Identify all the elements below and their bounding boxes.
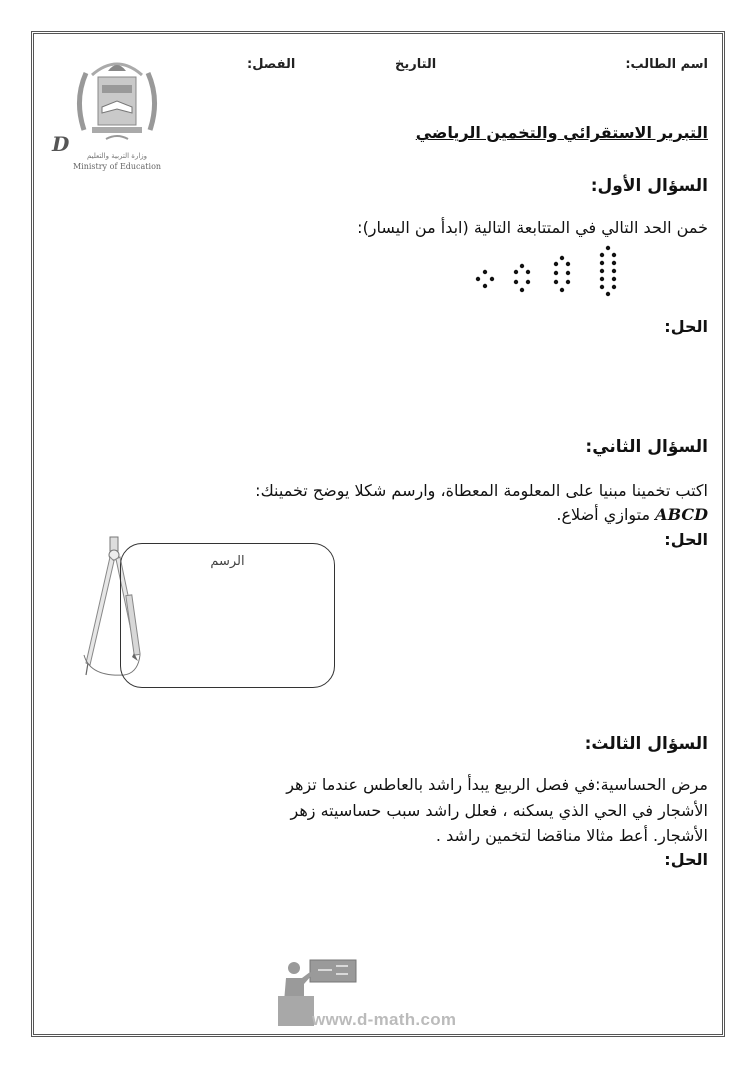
dot	[554, 262, 558, 266]
q2-text-line2: متوازي أضلاع.	[556, 505, 651, 524]
dot	[554, 280, 558, 284]
q3-text-line2: الأشجار في الحي الذي يسكنه ، فعلل راشد سبب حساسيته زهر	[290, 801, 708, 820]
dot	[526, 280, 530, 284]
dot	[554, 271, 558, 275]
drawing-box[interactable]	[120, 543, 335, 688]
dot	[514, 280, 518, 284]
drawing-label: الرسم	[210, 554, 245, 569]
q3-text-line3: الأشجار. أعط مثالا مناقضا لتخمين راشد .	[435, 826, 708, 845]
dot	[612, 253, 616, 257]
q1-solution-label: الحل:	[664, 317, 708, 336]
dot	[566, 271, 570, 275]
q1-heading: السؤال الأول:	[590, 176, 708, 196]
dot	[490, 277, 494, 281]
q3-solution-label: الحل:	[664, 850, 708, 869]
q2-text-line2-row	[556, 505, 708, 525]
dot	[566, 280, 570, 284]
dot	[612, 277, 616, 281]
dot	[483, 270, 487, 274]
q2-heading: السؤال الثاني:	[585, 437, 708, 457]
dot	[560, 288, 564, 292]
q3-text-line1: مرض الحساسية:في فصل الربيع يبدأ راشد بالعاطس عندما تزهر	[286, 775, 708, 794]
class-label: الفصل:	[247, 57, 296, 72]
dot	[526, 270, 530, 274]
dot	[612, 269, 616, 273]
q2-math-abcd: ABCD	[655, 505, 708, 524]
dot	[600, 277, 604, 281]
q3-heading: السؤال الثالث:	[584, 734, 708, 754]
ministry-name-en: Ministry of Education	[72, 162, 162, 171]
ministry-name-ar: وزارة التربية والتعليم	[86, 152, 148, 160]
dot	[606, 292, 610, 296]
dot	[566, 262, 570, 266]
dot	[560, 256, 564, 260]
dot	[483, 284, 487, 288]
footer-url[interactable]: www.d-math.com	[312, 1010, 457, 1029]
dot	[612, 261, 616, 265]
q2-solution-label: الحل:	[664, 530, 708, 549]
page-title: التبرير الاستقرائي والتخمين الرياضي	[415, 123, 708, 142]
dot	[520, 264, 524, 268]
logo-letter: D	[52, 132, 70, 156]
dot	[612, 285, 616, 289]
ministry-emblem-icon	[72, 55, 162, 150]
dot	[606, 246, 610, 250]
dot	[600, 261, 604, 265]
date-label: التاريخ	[395, 57, 437, 72]
dot-sequence-figure	[470, 244, 630, 300]
dot	[600, 269, 604, 273]
dot	[514, 270, 518, 274]
dot	[476, 277, 480, 281]
dot	[520, 288, 524, 292]
q1-text: خمن الحد التالي في المتتابعة التالية (ابدأ من اليسار):	[357, 218, 708, 237]
dot	[600, 253, 604, 257]
student-name-label: اسم الطالب:	[625, 57, 708, 72]
q2-text-line1: اكتب تخمينا مبنيا على المعلومة المعطاة، وارسم شكلا يوضح تخمينك:	[255, 481, 708, 500]
dot	[600, 285, 604, 289]
